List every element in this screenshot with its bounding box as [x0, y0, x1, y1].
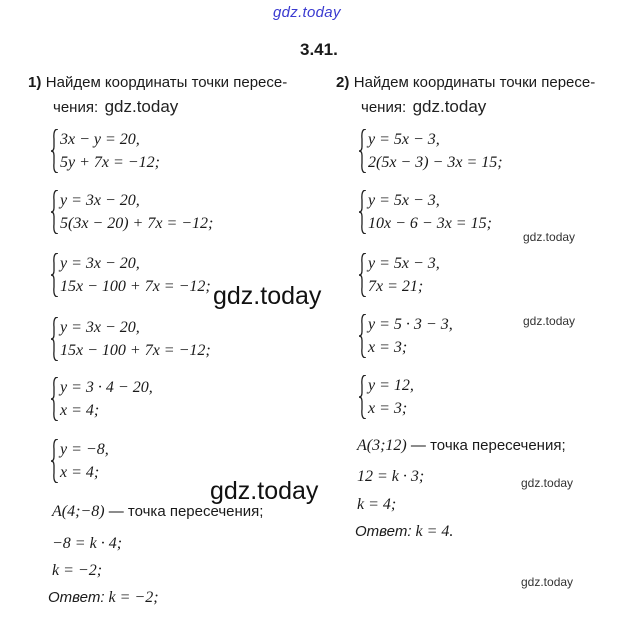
right-system-1-line1: y = 5x − 3, — [368, 131, 440, 148]
right-system-3 — [368, 252, 440, 298]
right-equation-2: k = 4; — [357, 496, 397, 513]
right-system-4-line1: y = 5 · 3 − 3, — [368, 316, 453, 333]
right-header-text: Найдем координаты точки пересе- — [353, 74, 596, 91]
watermark-large-1: gdz.today — [213, 282, 322, 310]
brace-icon — [51, 377, 59, 421]
left-header-text: Найдем координаты точки пересе- — [45, 74, 288, 91]
right-point-text: — точка пересечения; — [406, 437, 566, 454]
left-system-4-line2: 15x − 100 + 7x = −12; — [60, 342, 211, 359]
brace-icon — [359, 129, 367, 173]
brace-icon — [359, 314, 367, 358]
right-system-1-line2: 2(5x − 3) − 3x = 15; — [368, 154, 503, 171]
right-answer-label: Ответ: — [355, 523, 412, 540]
left-system-6-line2: x = 4; — [60, 464, 100, 481]
brace-icon — [359, 190, 367, 234]
right-header-line2 — [361, 97, 486, 117]
left-header-continuation: чения: — [53, 99, 99, 116]
brace-icon — [51, 190, 59, 234]
right-header-line1 — [336, 74, 595, 92]
right-system-2-line2: 10x − 6 − 3x = 15; — [368, 215, 492, 232]
right-system-5-line2: x = 3; — [368, 400, 408, 417]
left-system-3 — [60, 252, 211, 298]
left-equation-1: −8 = k · 4; — [52, 535, 123, 552]
top-watermark: gdz.today — [273, 4, 341, 21]
left-system-1 — [60, 128, 160, 174]
left-system-1-line1: 3x − y = 20, — [60, 131, 140, 148]
left-system-6-line1: y = −8, — [60, 441, 109, 458]
watermark-large-2: gdz.today — [210, 477, 319, 505]
left-system-4 — [60, 316, 211, 362]
brace-icon — [51, 439, 59, 483]
brace-icon — [51, 317, 59, 361]
right-system-4-line2: x = 3; — [368, 339, 408, 356]
right-system-2 — [368, 189, 492, 235]
left-item-number: 1) — [28, 74, 42, 91]
left-system-3-line1: y = 3x − 20, — [60, 255, 140, 272]
right-system-4 — [368, 313, 453, 359]
left-header-line1 — [28, 74, 287, 92]
left-system-5-line1: y = 3 · 4 − 20, — [60, 379, 153, 396]
left-answer-label: Ответ: — [48, 589, 105, 606]
problem-number: 3.41. — [300, 40, 338, 59]
left-system-5 — [60, 376, 153, 422]
brace-icon — [51, 129, 59, 173]
left-system-2-line1: y = 3x − 20, — [60, 192, 140, 209]
left-system-6 — [60, 438, 109, 484]
watermark-small-3: gdz.today — [521, 476, 574, 490]
right-system-1 — [368, 128, 503, 174]
left-system-3-line2: 15x − 100 + 7x = −12; — [60, 278, 211, 295]
right-system-3-line2: 7x = 21; — [368, 278, 424, 295]
right-system-5-line1: y = 12, — [368, 377, 414, 394]
right-header-watermark: gdz.today — [412, 97, 487, 116]
right-answer — [355, 523, 453, 541]
left-answer-value: k = −2; — [104, 589, 159, 606]
right-system-2-line1: y = 5x − 3, — [368, 192, 440, 209]
right-header-continuation: чения: — [361, 99, 407, 116]
left-equation-2: k = −2; — [52, 562, 103, 579]
left-point-math: A(4;−8) — [52, 503, 105, 520]
watermark-small-1: gdz.today — [523, 230, 576, 244]
watermark-small-4: gdz.today — [521, 575, 574, 589]
left-answer — [48, 589, 159, 607]
right-system-3-line1: y = 5x − 3, — [368, 255, 440, 272]
left-header-watermark: gdz.today — [104, 97, 179, 116]
brace-icon — [359, 253, 367, 297]
right-system-5 — [368, 374, 414, 420]
right-equation-1: 12 = k · 3; — [357, 468, 425, 485]
brace-icon — [51, 253, 59, 297]
right-item-number: 2) — [336, 74, 350, 91]
watermark-small-2: gdz.today — [523, 314, 576, 328]
right-answer-value: k = 4. — [411, 523, 454, 540]
brace-icon — [359, 375, 367, 419]
left-system-5-line2: x = 4; — [60, 402, 100, 419]
left-system-4-line1: y = 3x − 20, — [60, 319, 140, 336]
left-system-2-line2: 5(3x − 20) + 7x = −12; — [60, 215, 214, 232]
left-header-line2 — [53, 97, 178, 117]
right-point-line — [357, 437, 566, 455]
left-point-text: — точка пересечения; — [104, 503, 264, 520]
right-point-math: A(3;12) — [357, 437, 407, 454]
left-system-2 — [60, 189, 213, 235]
left-system-1-line2: 5y + 7x = −12; — [60, 154, 160, 171]
